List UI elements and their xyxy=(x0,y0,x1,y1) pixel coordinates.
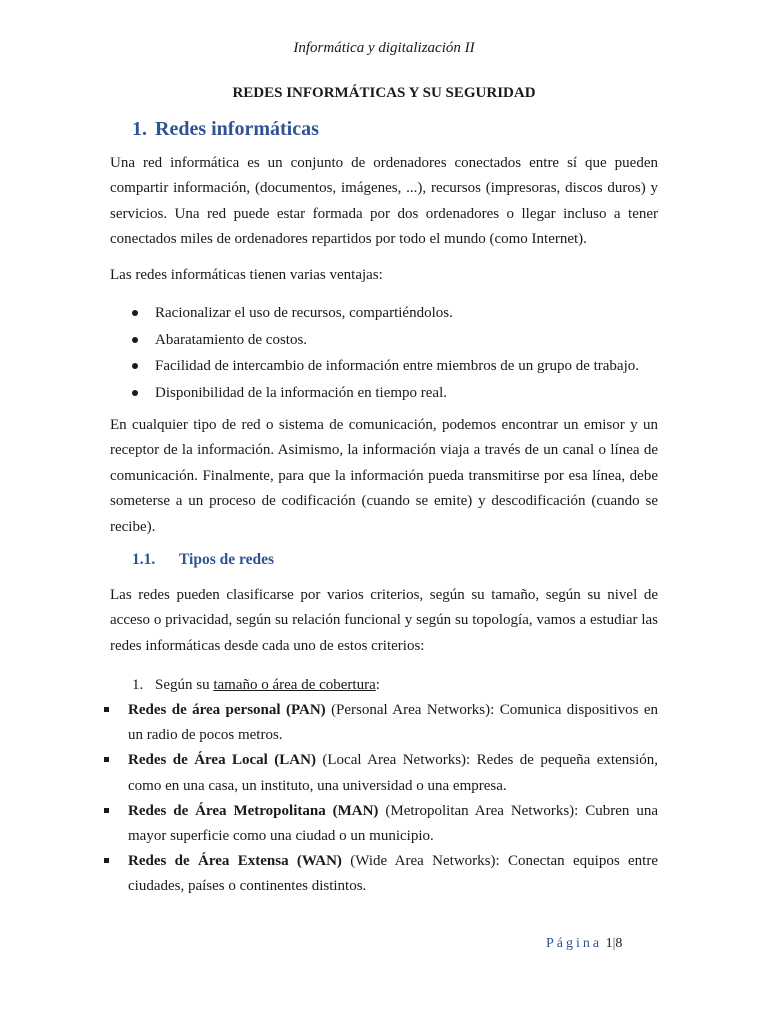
subsection-title: Tipos de redes xyxy=(179,551,275,568)
underlined-term: tamaño o área de cobertura xyxy=(213,677,376,693)
running-header: Informática y digitalización II xyxy=(293,40,475,56)
subsection-number: 1.1. xyxy=(132,551,156,568)
bullet-icon xyxy=(132,310,138,316)
list-item: Abaratamiento de costos. xyxy=(132,327,672,354)
network-term: Redes de área personal (PAN) xyxy=(128,702,326,718)
list-item: Redes de área personal (PAN) (Personal Area Networks): Comunica dispositivos en un radio de pocos metros. xyxy=(104,698,658,748)
square-bullet-icon xyxy=(104,858,109,863)
page-footer xyxy=(546,936,622,952)
section-title: Redes informáticas xyxy=(155,118,319,140)
advantages-list xyxy=(132,300,672,406)
bullet-icon xyxy=(132,337,138,343)
list-item: Redes de Área Metropolitana (MAN) (Metropolitan Area Networks): Cubren una mayor superficie como una ciudad o un municipio. xyxy=(104,799,658,849)
document-title: REDES INFORMÁTICAS Y SU SEGURIDAD xyxy=(232,85,536,101)
list-item: Disponibilidad de la información en tiempo real. xyxy=(132,380,672,407)
list-item: Facilidad de intercambio de información entre miembros de un grupo de trabajo. xyxy=(132,353,672,380)
bullet-icon xyxy=(132,390,138,396)
page-label: Página xyxy=(546,936,603,951)
subsection-heading xyxy=(132,551,274,569)
section-number: 1. xyxy=(132,118,147,140)
list-item: Racionalizar el uso de recursos, compartiéndolos. xyxy=(132,300,672,327)
advantages-intro: Las redes informáticas tienen varias ventajas: xyxy=(110,267,383,283)
communication-paragraph: En cualquier tipo de red o sistema de comunicación, podemos encontrar un emisor y un receptor de la información. Asimismo, la información viaja a través de un canal o línea de comunicación. Finalmente, para que la información pueda transmitirse por esa línea, debe someterse a un proceso de codificación (cuando se emite) y descodificación (cuando se recibe). xyxy=(110,417,658,535)
page-number: 1 xyxy=(605,936,613,951)
network-term: Redes de Área Local (LAN) xyxy=(128,752,316,769)
square-bullet-icon xyxy=(104,808,109,813)
section-heading xyxy=(132,118,319,141)
square-bullet-icon xyxy=(104,757,109,762)
network-term: Redes de Área Extensa (WAN) xyxy=(128,853,342,870)
list-item: Redes de Área Local (LAN) (Local Area Networks): Redes de pequeña extensión, como en una casa, un instituto, una universidad o una empresa. xyxy=(104,748,658,798)
square-bullet-icon xyxy=(104,707,109,712)
page-separator: | xyxy=(612,936,616,951)
intro-paragraph: Una red informática es un conjunto de ordenadores conectados entre sí que pueden compartir información, (documentos, imágenes, ...), recursos (impresoras, discos duros) y servicios. Una red puede estar formada por dos ordenadores o llegar incluso a tener conectados miles de ordenadores repartidos por todo el mundo (como Internet). xyxy=(110,155,658,248)
list-item: Redes de Área Extensa (WAN) (Wide Area Networks): Conectan equipos entre ciudades, países o continentes distintos. xyxy=(104,849,658,899)
total-pages: 8 xyxy=(615,936,623,951)
types-intro-paragraph: Las redes pueden clasificarse por varios criterios, según su tamaño, según su nivel de acceso o privacidad, según su relación funcional y según su topología, vamos a estudiar las redes informáticas desde cada uno de estos criterios: xyxy=(110,587,658,654)
network-term: Redes de Área Metropolitana (MAN) xyxy=(128,802,379,819)
bullet-icon xyxy=(132,363,138,369)
list-item: 1. Según su tamaño o área de cobertura: xyxy=(132,677,380,693)
network-types-list xyxy=(104,698,658,900)
criteria-list xyxy=(132,673,380,698)
